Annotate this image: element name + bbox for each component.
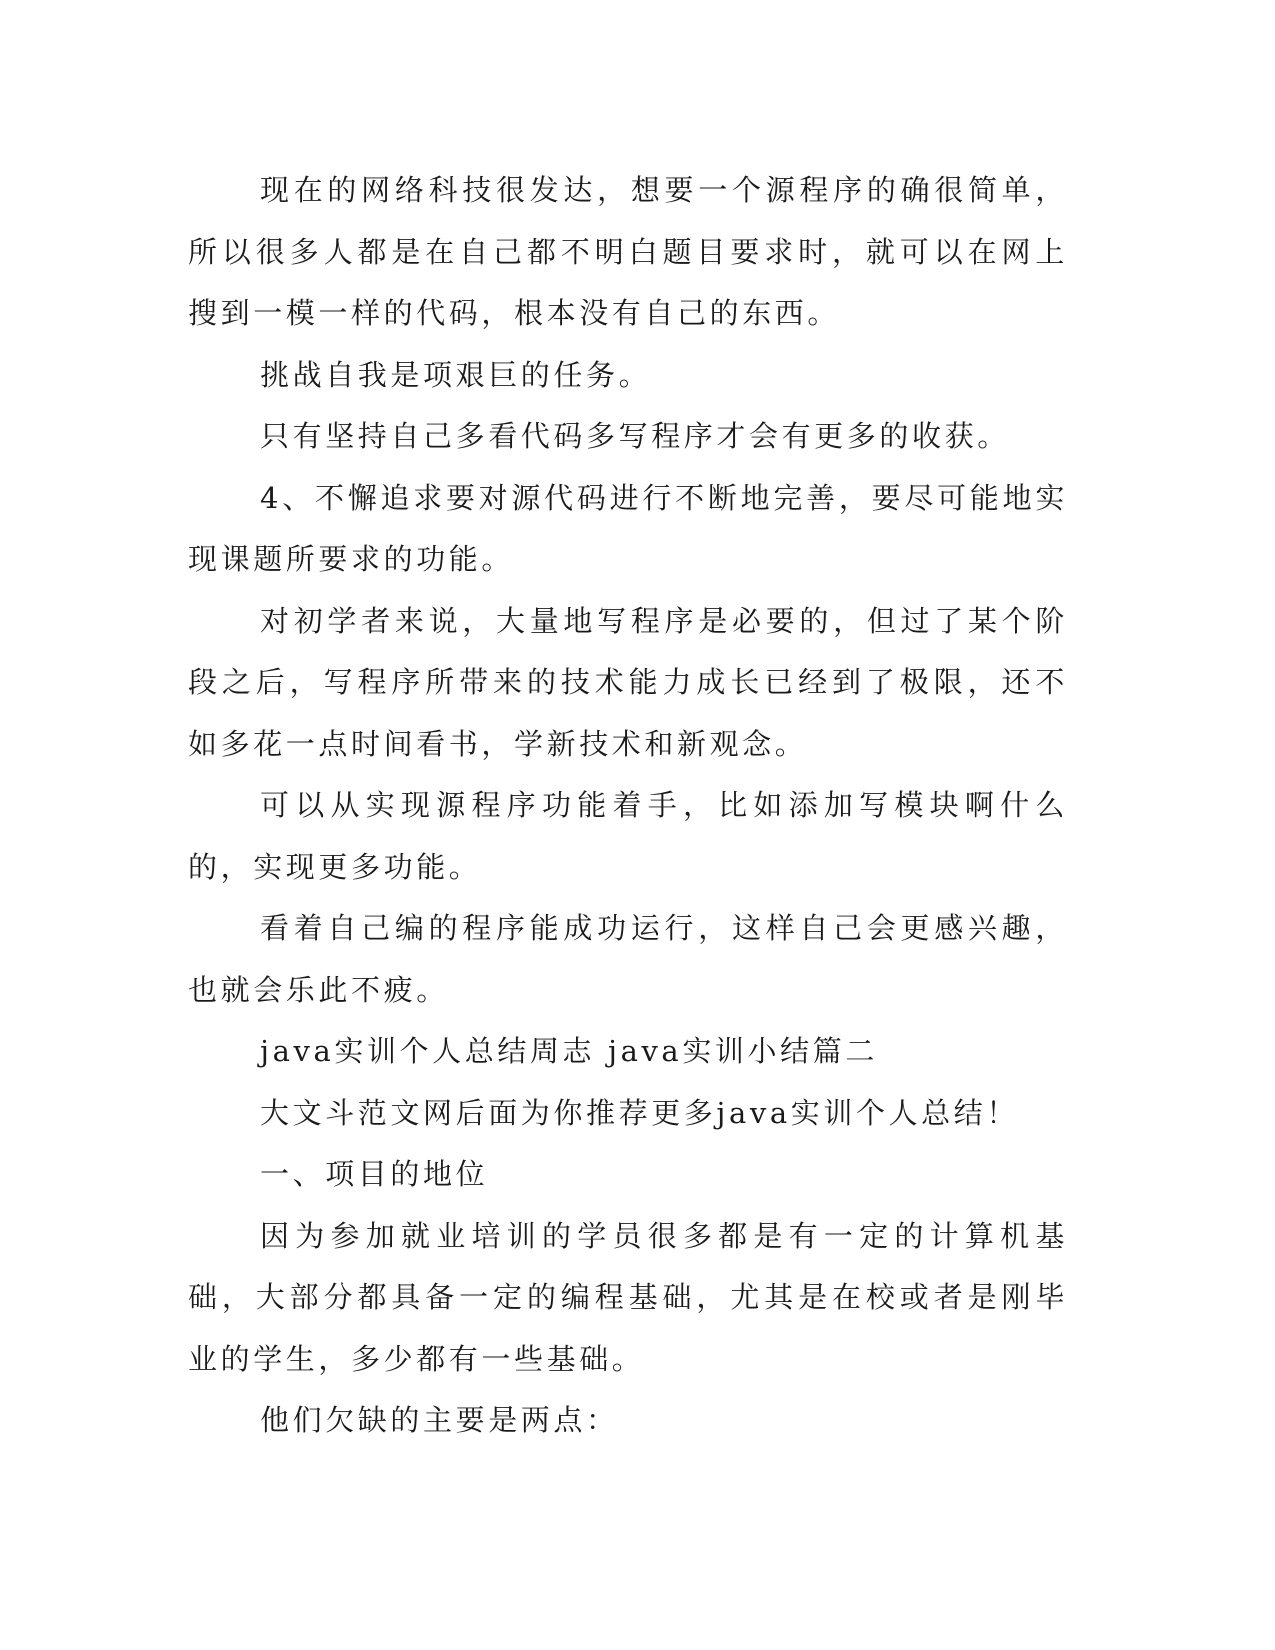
document-body — [188, 160, 1068, 1452]
paragraph: 可以从实现源程序功能着手，比如添加写模块啊什么的，实现更多功能。 — [188, 788, 1068, 884]
paragraph: 只有坚持自己多看代码多写程序才会有更多的收获。 — [260, 419, 1010, 453]
paragraph: 大文斗范文网后面为你推荐更多java实训个人总结！ — [260, 1095, 1019, 1130]
paragraph: 现在的网络科技很发达，想要一个源程序的确很简单，所以很多人都是在自己都不明白题目要求时，就可以在网上搜到一模一样的代码，根本没有自己的东西。 — [188, 173, 1068, 330]
paragraph: 因为参加就业培训的学员很多都是有一定的计算机基础，大部分都具备一定的编程基础，尤其是在校或者是刚毕业的学生，多少都有一些基础。 — [188, 1218, 1068, 1376]
paragraph: 他们欠缺的主要是两点： — [260, 1403, 619, 1437]
section-heading: 一、项目的地位 — [260, 1157, 489, 1191]
section-heading: java实训个人总结周志 java实训小结篇二 — [260, 1034, 878, 1068]
paragraph: 看着自己编的程序能成功运行，这样自己会更感兴趣，也就会乐此不疲。 — [188, 911, 1068, 1007]
paragraph: 4、不懈追求要对源代码进行不断地完善，要尽可能地实现课题所要求的功能。 — [188, 480, 1068, 576]
paragraph: 挑战自我是项艰巨的任务。 — [260, 357, 652, 392]
paragraph: 对初学者来说，大量地写程序是必要的，但过了某个阶段之后，写程序所带来的技术能力成长已经到了极限，还不如多花一点时间看书，学新技术和新观念。 — [188, 603, 1068, 761]
